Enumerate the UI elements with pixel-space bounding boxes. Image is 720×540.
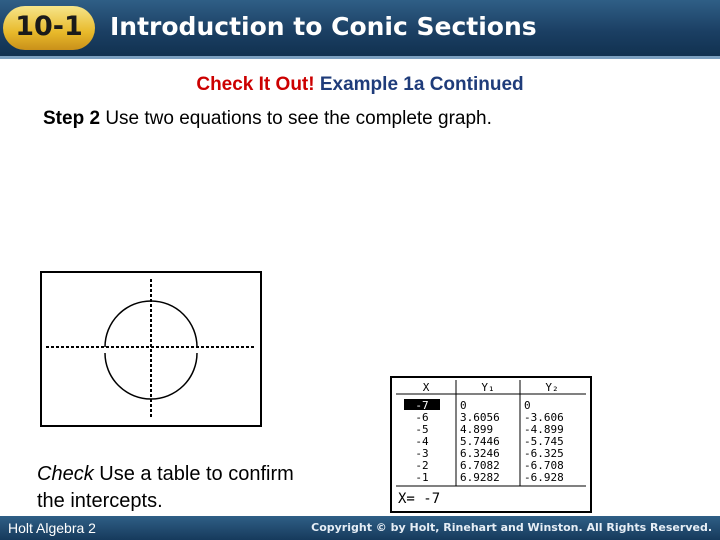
table-cell: -3.606 — [524, 411, 564, 424]
header-divider — [0, 56, 720, 59]
step-text: Use two equations to see the complete graph. — [105, 108, 492, 129]
table-cell: -5.745 — [524, 435, 564, 448]
table-cell: 6.7082 — [460, 459, 500, 472]
table-cell: 3.6056 — [460, 411, 500, 424]
table-cell: 4.899 — [460, 423, 494, 436]
lesson-badge — [3, 6, 95, 50]
table-cell: 0 — [460, 399, 467, 412]
value-table — [392, 378, 590, 511]
table-cell: -6.708 — [524, 459, 564, 472]
table-cell: -4.899 — [524, 423, 564, 436]
table-cell: -6 — [415, 411, 429, 424]
table-cell: 0 — [524, 399, 531, 412]
table-cell: -7 — [415, 399, 429, 412]
table-header: X — [422, 381, 430, 394]
table-cell: 6.3246 — [460, 447, 500, 460]
header-bar — [0, 0, 720, 58]
copyright-notice: Copyright © by Holt, Rinehart and Winston. All Rights Reserved. — [311, 521, 712, 534]
check-label: Check — [37, 463, 94, 485]
table-cell: -1 — [415, 471, 429, 484]
subtitle-rest: Example 1a Continued — [319, 74, 524, 95]
table-cell: -5 — [415, 423, 429, 436]
table-cell: 6.9282 — [460, 471, 500, 484]
table-cell: -6.325 — [524, 447, 564, 460]
check-note — [37, 461, 297, 515]
calculator-graph-screen — [40, 271, 262, 427]
step-label: Step 2 — [43, 108, 101, 129]
table-header: Y₂ — [545, 381, 559, 394]
course-name: Holt Algebra 2 — [8, 520, 96, 536]
footer-bar — [0, 516, 720, 540]
table-cell: -2 — [415, 459, 429, 472]
table-cell: 5.7446 — [460, 435, 500, 448]
check-text: Use a table to confirm the intercepts. — [37, 463, 294, 512]
table-cell: -4 — [415, 435, 429, 448]
calculator-table-screen — [390, 376, 592, 513]
example-subtitle — [0, 74, 720, 96]
step-instruction — [43, 108, 492, 130]
subtitle-lead: Check It Out! — [196, 74, 315, 95]
table-footer-readout: X= -7 — [398, 491, 441, 507]
circle-graph — [42, 273, 260, 425]
table-cell: -3 — [415, 447, 429, 460]
table-header: Y₁ — [481, 381, 495, 394]
page-title: Introduction to Conic Sections — [110, 12, 537, 41]
lesson-number: 10-1 — [15, 11, 83, 42]
table-cell: -6.928 — [524, 471, 564, 484]
